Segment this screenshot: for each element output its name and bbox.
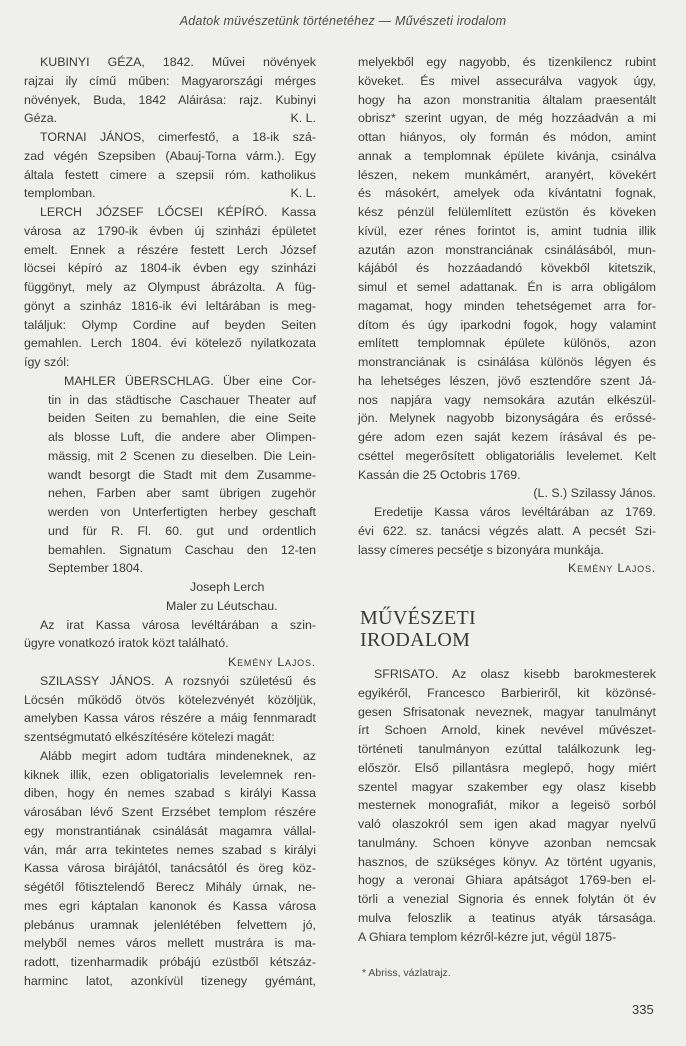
initials-signature: K. L. [290, 186, 316, 201]
text-line: (L. S.) Szilassy János. [533, 486, 656, 501]
text-line: zad végén Szepsiben (Abauj-Torna várm.). Egy [24, 148, 316, 163]
page-number: 335 [632, 1002, 654, 1017]
text-line: LERCH JÓZSEF LŐCSEI KÉPÍRÓ. Kassa [40, 205, 316, 219]
text-line: Eredetije Kassa város levéltárában az 1769. [374, 505, 656, 519]
text-line: obrisz* szerint ugyan, de még hozzáadván a mi [358, 111, 656, 126]
right-column-section [358, 665, 656, 946]
text-line: plebánus uramnak jelenlétében felvettem jó, [24, 917, 316, 932]
text-line: és másokért, amelyek oda kívántatni fognak, [358, 186, 656, 201]
initials-signature: K. L. [290, 111, 316, 126]
text-line: gesen Sfrisatonak neveznek, magyar tanulmányt [358, 704, 656, 719]
left-paragraphs [24, 53, 316, 372]
text-line: dítom és úgy iparkodni fogok, hogy valamint [358, 317, 656, 332]
text-line: SZILASSY JÁNOS. A rozsnyói születésű és [40, 673, 316, 688]
text-line: Kemény Lajos. [228, 655, 316, 669]
text-line: amelyben Kassa város részére a máig fennmaradt [24, 711, 316, 726]
text-line: gemahlen. Lerch 1804. évi kötelező nyilatkozata [24, 336, 316, 351]
text-line: való olaszokról sem igen akad magyar nyelvű [358, 817, 656, 831]
left-column [24, 53, 316, 991]
text-line: ügyre vonatkozó iratok közt található. [24, 636, 229, 651]
text-line: werden von Unterfertigten herbey geschaft [48, 505, 316, 519]
text-line: A Ghiara templom kézről-kézre jut, végül 1875- [358, 929, 617, 944]
text-line: Kassán die 25 Octobris 1769. [358, 467, 521, 482]
text-line: így szól: [24, 355, 70, 369]
text-line: KUBINYI GÉZA, 1842. Művei növények [40, 55, 316, 69]
text-line: harminc latot, azonkívül tizenegy gyémánt, [24, 973, 316, 988]
text-line: történeti tanulmányon ezúttal találkozunk leg- [358, 742, 656, 756]
text-line: cséttel megerősített obligatoriális levelemet. Kelt [358, 448, 656, 463]
text-line: ségétől főtisztelendő Berecz Mihály úrnak, ne- [24, 880, 316, 894]
section-paragraphs [358, 665, 656, 946]
text-line: gére adom ezen saját kezem írásával és pe- [358, 430, 656, 444]
text-line: azután azon monstranciának csinálásából, mun- [358, 242, 656, 257]
text-line [24, 109, 316, 128]
text-line: September 1804. [48, 561, 144, 576]
text-line: tanulmány. Schoen könyve azonban nemcsak [358, 835, 656, 850]
text-line: nos napjára vagy nemsokára azután elkészül- [358, 392, 656, 407]
text-line: kiknek illik, ezen obligatorialis levelemnek ren- [24, 767, 316, 782]
text-line: TORNAI JÁNOS, cimerfestő, a 18-ik szá- [40, 130, 316, 144]
text-line: ván, már arra tekintetes nemes szabad s királyi [24, 842, 316, 857]
text-line: írt Schoen Arnold, kinek nevével művészet- [358, 723, 656, 738]
text-line: gönyt a szinház 1816-ik évi leltárában is meg- [24, 298, 316, 313]
text-line: MAHLER ÜBERSCHLAG. Über eine Cor- [64, 373, 316, 388]
signature-block [24, 578, 316, 616]
text-line: ha lehetséges lészen, jövő esztendőre szent Já- [358, 373, 656, 388]
text-line: simul et semel adattanak. Én is arra obligálom [358, 280, 656, 294]
signature-line: Joseph Lerch [190, 580, 265, 594]
text-line: annak a templomnak épülete kivánja, csinálva [358, 148, 656, 163]
text-line: lészen, nekem munkámért, aranyért, kövekért [358, 167, 656, 182]
text-line: ottan hiányos, oly formán és módon, amint [358, 130, 656, 144]
text-line: magamat, hogy minden tehetségemet arra for- [358, 298, 656, 313]
section-heading-line: IRODALOM [360, 629, 471, 651]
text-line: Kemény Lajos. [568, 561, 656, 576]
text-line: egy monstrantiának csinálását magamra vállal- [24, 823, 316, 838]
text-line: köveket. És mivel assecurálva vagyok úgy, [358, 73, 656, 88]
text-line: mes egri káptalan kanonok és Kassa városa [24, 898, 316, 913]
text-line: szentel magyar szakember egy olasz kisebb [358, 779, 656, 794]
text-line: Kassa városa birájától, tanácsától és öreg köz- [24, 861, 316, 876]
text-line: melyből nemes város mellett mustrára is ma- [24, 936, 316, 951]
text-line: bemahlen. Signatum Caschau den 12-ten [48, 542, 316, 557]
text-line: először. Első pillantásra meglepő, hogy miért [358, 760, 656, 775]
text-line: kész pénzül felülemlített ezüstön és köveken [358, 205, 656, 219]
text-line: kájából és hozzáadandó kövekből kitetszik, [358, 261, 656, 276]
text-line: monstranciának is csinálása különös légyen és [358, 355, 656, 369]
text-line: jön. Melynek nagyobb bizonyságára és erőssé- [358, 411, 656, 426]
text-line: egyikéről, Francesco Barbieriről, kit közönsé- [358, 685, 656, 700]
text-line: melyekből egy nagyobb, és tizenkilencz rubint [358, 55, 656, 69]
text-line: találjuk: Olymp Cordine auf beyden Seiten [24, 317, 316, 332]
text-line: löcsei képíró az 1804-ik évben egy szinházi [24, 261, 316, 276]
running-head: Adatok müvészetünk történetéhez — Művészeti irodalom [179, 14, 507, 28]
block-quote [24, 372, 316, 578]
text-line: Az irat Kassa városa levéltárában a szin- [40, 617, 316, 632]
text-line: mässig, mit 2 Scenen zu dieselben. Die Lein- [48, 448, 316, 463]
text-line: und für R. Fl. 60. gut und ordentlich [48, 523, 316, 538]
text-line: városa az 1790-ik évben új szinházi épületet [24, 223, 316, 238]
text-line: nehen, Farben aber samt übrigen zugehör [48, 486, 316, 501]
right-column [358, 53, 656, 578]
text-line: hogy ha azon monstranitia általam praesentált [358, 92, 656, 107]
text-line: évi 622. sz. tanácsi végzés alatt. A pecsét Szi- [358, 523, 656, 538]
text-line: Löcsén működő ötvös kötelezvényét közöljük, [24, 692, 316, 707]
left-paragraphs-continued [24, 616, 316, 991]
text-line: rajzai ily című műben: Magyarországi mérges [24, 73, 316, 88]
text-line: törli a venezial Signoria és ennek folytán öt év [358, 892, 656, 906]
right-paragraphs [358, 53, 656, 578]
section-heading [360, 607, 476, 651]
text-line: emelt. Ennek a részére festett Lerch József [24, 242, 316, 257]
text-line: városában lévő Szent Erzsébet templom részére [24, 805, 316, 819]
text-line: tin in das städtische Caschauer Theater auf [48, 392, 316, 407]
text-line: als blosse Luft, die andere aber Olimpen- [48, 430, 316, 444]
text-line: diben, hogy én nemes szabad s királyi Kassa [24, 786, 316, 801]
text-line: lassy címeres pecsétje s bizonyára munkája. [358, 542, 604, 557]
text-line: kívül, ezer rénes forintot is, amint tudnia illik [358, 223, 656, 238]
text-line: hasznos, de szükséges könyv. Az történt ugyanis, [358, 854, 656, 869]
text-line: SFRISATO. Az olasz kisebb barokmesterek [374, 667, 656, 681]
text-line: említett templomnak épülete különös, azon [358, 336, 656, 351]
text-line: mulva feloszlik a teatinus atyák társasága. [358, 910, 656, 925]
text-line: wandt besorgt die Stadt mit dem Zusamme- [48, 467, 316, 482]
text-line: növények, Buda, 1842 Aláirása: rajz. Kubinyi [24, 92, 316, 107]
text-line [24, 184, 316, 203]
section-heading-line: MŰVÉSZETI [360, 607, 477, 629]
text-line-main: templomban. [24, 186, 96, 201]
text-line: radott, tizenharmadik próbájú ezüstből kétszáz- [24, 955, 316, 969]
text-line: általa festett cimere a szepsii róm. katholikus [24, 167, 316, 182]
footnote: * Abriss, vázlatrajz. [362, 967, 451, 979]
text-line: mesternek monografiát, mikor a legeisö sorból [358, 798, 656, 813]
text-line-main: Géza. [24, 111, 58, 126]
text-line: szentségmutató elkészítésére kötelezi magát: [24, 730, 275, 744]
text-line: függönyt, mely az Olympust ábrázolta. A füg- [24, 280, 316, 294]
text-line: beiden Seiten zu bemahlen, die eine Seite [48, 411, 316, 426]
text-line: Alább megirt adom tudtára mindeneknek, az [40, 748, 316, 763]
text-line: hogy a veronai Ghiara apátságot 1769-ben el- [358, 873, 656, 888]
signature-line: Maler zu Léutschau. [166, 598, 278, 613]
